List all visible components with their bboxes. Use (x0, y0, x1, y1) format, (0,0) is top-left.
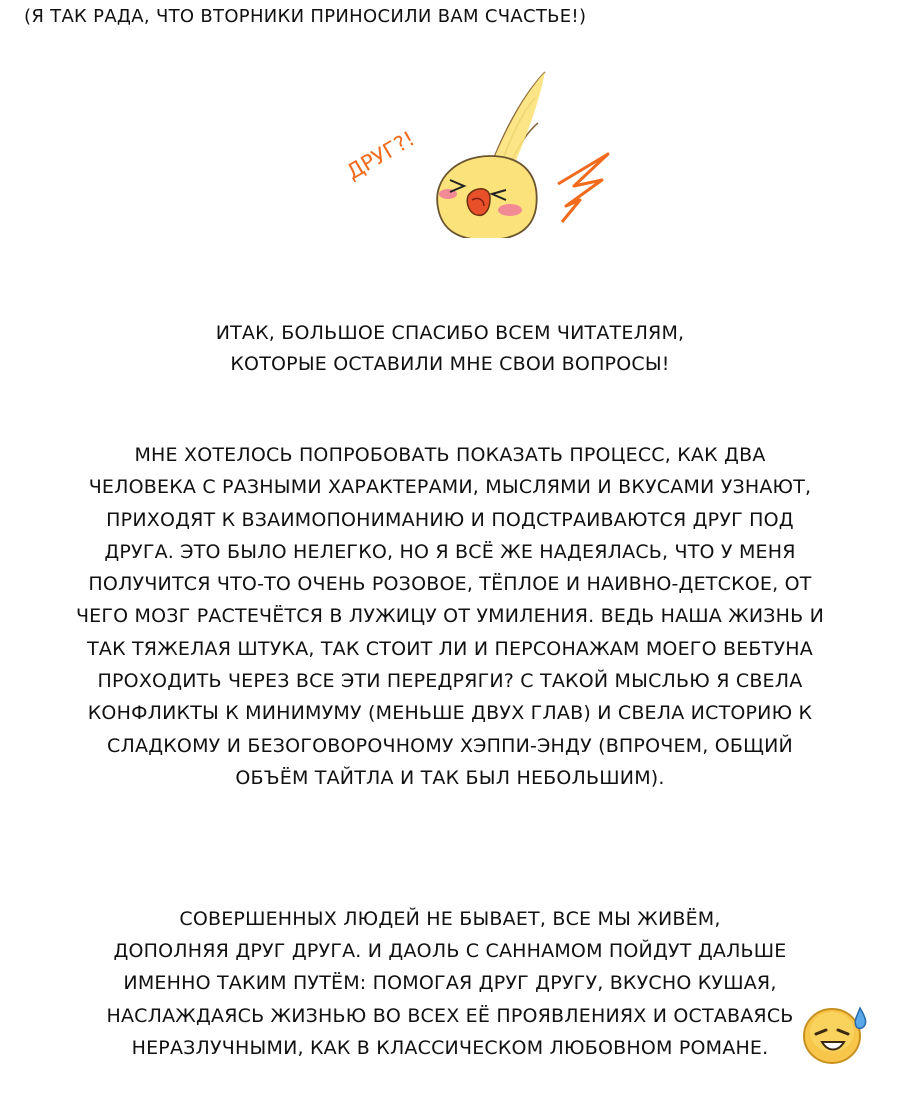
text-line: ИМЕННО ТАКИМ ПУТЁМ: ПОМОГАЯ ДРУГ ДРУГУ, ВКУСНО КУШАЯ, (123, 972, 777, 995)
text-line: ТАК ТЯЖЕЛАЯ ШТУКА, ТАК СТОИТ ЛИ И ПЕРСОНАЖАМ МОЕГО ВЕБТУНА (87, 637, 813, 660)
text-line: ЧЕГО МОЗГ РАСТЕЧЁТСЯ В ЛУЖИЦУ ОТ УМИЛЕНИЯ. ВЕДЬ НАША ЖИЗНЬ И (75, 605, 825, 628)
text-line: СЛАДКОМУ И БЕЗОГОВОРОЧНОМУ ХЭППИ-ЭНДУ (ВПРОЧЕМ, ОБЩИЙ (107, 734, 793, 757)
text-line: КОНФЛИКТЫ К МИНИМУМУ (МЕНЬШЕ ДВУХ ГЛАВ) И СВЕЛА ИСТОРИЮ К (87, 702, 813, 725)
text-line: ОБЪЁМ ТАЙТЛА И ТАК БЫЛ НЕБОЛЬШИМ). (235, 766, 665, 789)
text-line: ДОПОЛНЯЯ ДРУГ ДРУГА. И ДАОЛЬ С САННАМОМ ПОЙДУТ ДАЛЬШЕ (113, 940, 787, 963)
paragraph-story (0, 439, 900, 794)
text-line: ПРОХОДИТЬ ЧЕРЕЗ ВСЕ ЭТИ ПЕРЕДРЯГИ? С ТАКОЙ МЫСЛЬЮ Я СВЕЛА (97, 670, 803, 693)
text-line: НЕРАЗЛУЧНЫМИ, КАК В КЛАССИЧЕСКОМ ЛЮБОВНОМ РОМАНЕ. (131, 1036, 769, 1059)
text-line: ПОЛУЧИТСЯ ЧТО-ТО ОЧЕНЬ РОЗОВОЕ, ТЁПЛОЕ И НАИВНО-ДЕТСКОЕ, ОТ (88, 573, 812, 596)
text-line: НАСЛАЖДАЯСЬ ЖИЗНЬЮ ВО ВСЕХ ЕЁ ПРОЯВЛЕНИЯХ И ОСТАВАЯСЬ (106, 1004, 794, 1027)
text-line: ПРИХОДЯТ К ВЗАИМОПОНИМАНИЮ И ПОДСТРАИВАЮТСЯ ДРУГ ПОД (106, 508, 794, 531)
text-line: СОВЕРШЕННЫХ ЛЮДЕЙ НЕ БЫВАЕТ, ВСЕ МЫ ЖИВЁМ, (179, 908, 721, 930)
caption-top: (Я ТАК РАДА, ЧТО ВТОРНИКИ ПРИНОСИЛИ ВАМ СЧАСТЬЕ!) (24, 6, 587, 27)
text-line: КОТОРЫЕ ОСТАВИЛИ МНЕ СВОИ ВОПРОСЫ! (230, 353, 670, 375)
paragraph-ending (0, 903, 900, 1064)
text-line: МНЕ ХОТЕЛОСЬ ПОПРОБОВАТЬ ПОКАЗАТЬ ПРОЦЕСС, КАК ДВА (134, 444, 766, 466)
text-line: ИТАК, БОЛЬШОЕ СПАСИБО ВСЕМ ЧИТАТЕЛЯМ, (215, 322, 685, 344)
sweat-smile-emoji-icon (800, 1000, 872, 1066)
text-line: ЧЕЛОВЕКА С РАЗНЫМИ ХАРАКТЕРАМИ, МЫСЛЯМИ И ВКУСАМИ УЗНАЮТ, (88, 476, 812, 499)
bird-shout-text: ДРУГ?! (342, 126, 419, 185)
paragraph-thanks (0, 318, 900, 380)
text-line: ДРУГА. ЭТО БЫЛО НЕЛЕГКО, НО Я ВСЁ ЖЕ НАДЕЯЛАСЬ, ЧТО У МЕНЯ (104, 540, 796, 563)
cockatiel-shocked-icon (340, 68, 620, 238)
